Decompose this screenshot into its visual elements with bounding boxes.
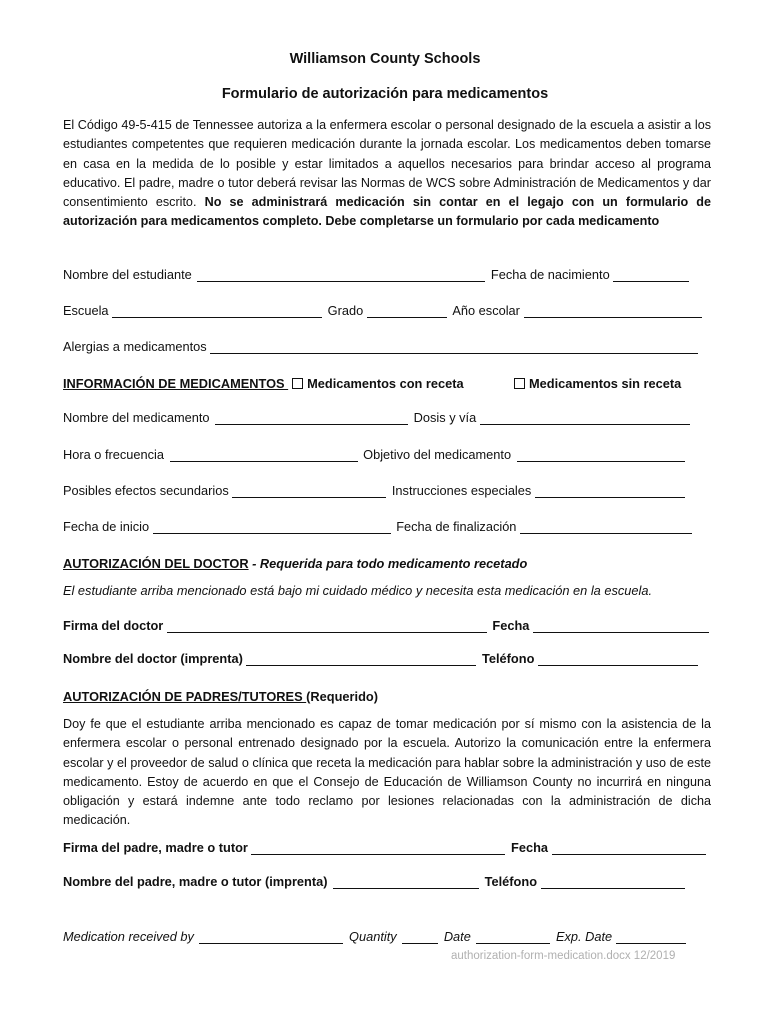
exp-date-field[interactable] [616,930,686,944]
doctor-name-field[interactable] [246,652,476,666]
instructions-field[interactable] [535,484,685,498]
receipt-date-field[interactable] [476,930,550,944]
side-effects-label: Posibles efectos secundarios [63,483,229,498]
intro-text: El Código 49-5-415 de Tennessee autoriza a la enfermera escolar o personal designado de la escuela a asistir a los estudiantes competentes que requieren medicación durante la jornada escolar. Los medicamentos deben tomarse en casa en la medida de lo posible y estar limitados a aquellos necesarios para brindar acceso al programa educativo. El padre, madre o tutor deberá revisar las Normas de WCS sobre Administración de Medicamentos y dar consentimiento escrito. [63,118,711,210]
dob-label: Fecha de nacimiento [490,267,610,282]
received-by-field[interactable] [199,930,343,944]
parent-signature-field[interactable] [251,841,505,855]
otc-option [510,376,681,391]
school-year-field[interactable] [524,304,702,318]
school-name: Williamson County Schools [289,51,481,67]
side-effects-row [63,483,713,501]
medication-section-title: INFORMACIÓN DE MEDICAMENTOS [63,376,289,391]
doctor-signature-field[interactable] [167,619,487,633]
dose-label: Dosis y vía [413,410,477,425]
intro-paragraph [63,116,711,232]
otc-checkbox[interactable] [514,378,525,389]
doctor-phone-field[interactable] [538,652,698,666]
exp-date-label: Exp. Date [555,929,613,944]
start-date-label: Fecha de inicio [63,519,150,534]
otc-option-label: Medicamentos sin receta [529,376,682,391]
end-date-field[interactable] [520,520,692,534]
rx-checkbox[interactable] [292,378,303,389]
doctor-date-label: Fecha [492,618,530,633]
doctor-name-row [63,651,713,669]
received-by-label: Medication received by [63,929,194,944]
frequency-field[interactable] [170,448,358,462]
frequency-row [63,447,713,465]
allergies-row [63,339,713,357]
dob-field[interactable] [613,268,689,282]
file-footer: authorization-form-medication.docx 12/2019 [451,950,676,962]
end-date-label: Fecha de finalización [396,519,517,534]
student-name-row [63,267,713,285]
parent-signature-row [63,840,713,858]
school-label: Escuela [63,303,109,318]
dose-field[interactable] [480,411,690,425]
school-year-label: Año escolar [452,303,520,318]
medication-name-row [63,410,713,428]
medication-name-label: Nombre del medicamento [63,410,210,425]
start-date-field[interactable] [153,520,391,534]
doctor-name-label: Nombre del doctor (imprenta) [63,651,243,666]
intro-bold-text: No se administrará medicación sin contar en el legajo con un formulario de autorización para medicamentos completo. Debe completarse un formulario por cada medicamento [63,195,711,229]
doctor-signature-row [63,618,713,636]
doctor-section-title: AUTORIZACIÓN DEL DOCTOR [63,556,249,571]
form-title: Formulario de autorización para medicamentos [221,86,549,102]
allergies-field[interactable] [210,340,698,354]
school-field[interactable] [112,304,322,318]
receipt-date-label: Date [443,929,471,944]
school-row [63,303,713,321]
parent-name-label: Nombre del padre, madre o tutor (imprenta) [63,874,328,889]
instructions-label: Instrucciones especiales [391,483,532,498]
receipt-row [63,929,713,947]
parent-date-label: Fecha [511,840,549,855]
side-effects-field[interactable] [232,484,386,498]
parent-name-row [63,874,713,892]
parent-section-title: AUTORIZACIÓN DE PADRES/TUTORES [63,689,307,704]
doctor-section-header [63,556,527,571]
grade-label: Grado [327,303,364,318]
doctor-phone-label: Teléfono [482,651,535,666]
parent-signature-label: Firma del padre, madre o tutor [63,840,248,855]
parent-date-field[interactable] [552,841,706,855]
parent-phone-label: Teléfono [484,874,538,889]
doctor-signature-label: Firma del doctor [63,618,164,633]
rx-option-label: Medicamentos con receta [307,376,464,391]
doctor-date-field[interactable] [533,619,709,633]
student-name-field[interactable] [197,268,485,282]
purpose-field[interactable] [517,448,685,462]
dates-row [63,519,713,537]
quantity-label: Quantity [349,929,397,944]
parent-name-field[interactable] [333,875,479,889]
student-name-label: Nombre del estudiante [63,267,192,282]
purpose-label: Objetivo del medicamento [363,447,512,462]
quantity-field[interactable] [402,930,438,944]
grade-field[interactable] [367,304,447,318]
parent-section-header [63,689,378,704]
doctor-statement: El estudiante arriba mencionado está bajo mi cuidado médico y necesita esta medicación en la escuela. [63,583,653,598]
allergies-label: Alergias a medicamentos [63,339,207,354]
medication-section-header [63,376,464,391]
frequency-label: Hora o frecuencia [63,447,165,462]
parent-phone-field[interactable] [541,875,685,889]
medication-name-field[interactable] [215,411,408,425]
parent-section-note: (Requerido) [306,689,378,704]
doctor-section-note: - Requerida para todo medicamento recetado [248,556,528,571]
parent-statement: Doy fe que el estudiante arriba mencionado es capaz de tomar medicación por sí mismo con la asistencia de la enfermera escolar o personal entrenado designado por la escuela. Autorizo la comunicación entre la enfermera escolar y el proveedor de salud o clínica que receta la medicación para hablar sobre la administración y uso de este medicamento. Estoy de acuerdo en que el Consejo de Educación de Williamson County no incurrirá en ninguna obligación y estará indemne ante todo reclamo por lesiones relacionadas con la administración de dicha medicación. [63,717,711,828]
